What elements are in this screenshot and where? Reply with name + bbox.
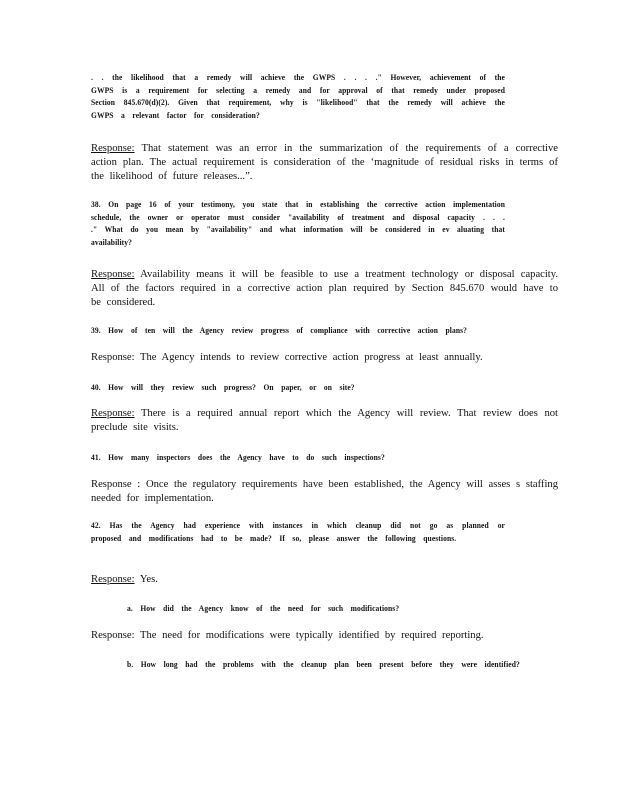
question-42a: a. How did the Agency know of the need for such modifications? xyxy=(127,604,400,613)
question-42: 42. Has the Agency had experience with instances in which cleanup did not go as planned or proposed and modifications had to be made? If so, please answer the following questions. xyxy=(91,521,505,543)
response-text: That statement was an error in the summarization of the requirements of a corrective action plan. The actual requirement is consideration of the ‘magnitude of residual risks in terms of the likelihood of future releases...”. xyxy=(91,143,558,182)
response-label: Response: xyxy=(91,269,135,280)
question-42b: b. How long had the problems with the cleanup plan been present before they were identified? xyxy=(127,660,520,669)
response-text: There is a required annual report which the Agency will review. That review does not preclude site visits. xyxy=(91,408,558,433)
response-42a: Response: The need for modifications were typically identified by required reporting. xyxy=(91,630,484,641)
response-42 xyxy=(91,573,558,587)
response-text: Yes. xyxy=(134,574,158,585)
response-text: Availability means it will be feasible to use a treatment technology or disposal capacity. All of the factors required in a corrective action plan required by Section 845.670 would have to be considered. xyxy=(91,269,558,308)
response-40 xyxy=(91,407,558,435)
response-41: Response : Once the regulatory requirements have been established, the Agency will asses s staffing needed for implementation. xyxy=(91,479,558,504)
response-label: Response: xyxy=(91,408,135,419)
response-label: Response: xyxy=(91,574,135,585)
response-37 xyxy=(91,142,558,184)
response-label: Response: xyxy=(91,143,135,154)
response-38 xyxy=(91,268,558,310)
question-38: 38. On page 16 of your testimony, you state that in establishing the corrective action implementation schedule, the owner or operator must consider "availability of treatment and disposal capacity . . . ." What do you mean by "availability" and what information will be considered in ev aluating that availability? xyxy=(91,200,505,247)
question-39: 39. How of ten will the Agency review progress of compliance with corrective action plans? xyxy=(91,326,468,335)
response-39: Response: The Agency intends to review corrective action progress at least annually. xyxy=(91,352,483,363)
question-37-continued: . . the likelihood that a remedy will achieve the GWPS . . . ." However, achievement of the GWPS is a requirement for selecting a remedy and for approval of that remedy under proposed Section 845.670(d)(2). Given that requirement, why is "likelihood" that the remedy will achieve the GWPS a relevant factor for consideration? xyxy=(91,73,505,120)
question-41: 41. How many inspectors does the Agency have to do such inspections? xyxy=(91,453,385,462)
question-40: 40. How will they review such progress? On paper, or on site? xyxy=(91,383,355,392)
